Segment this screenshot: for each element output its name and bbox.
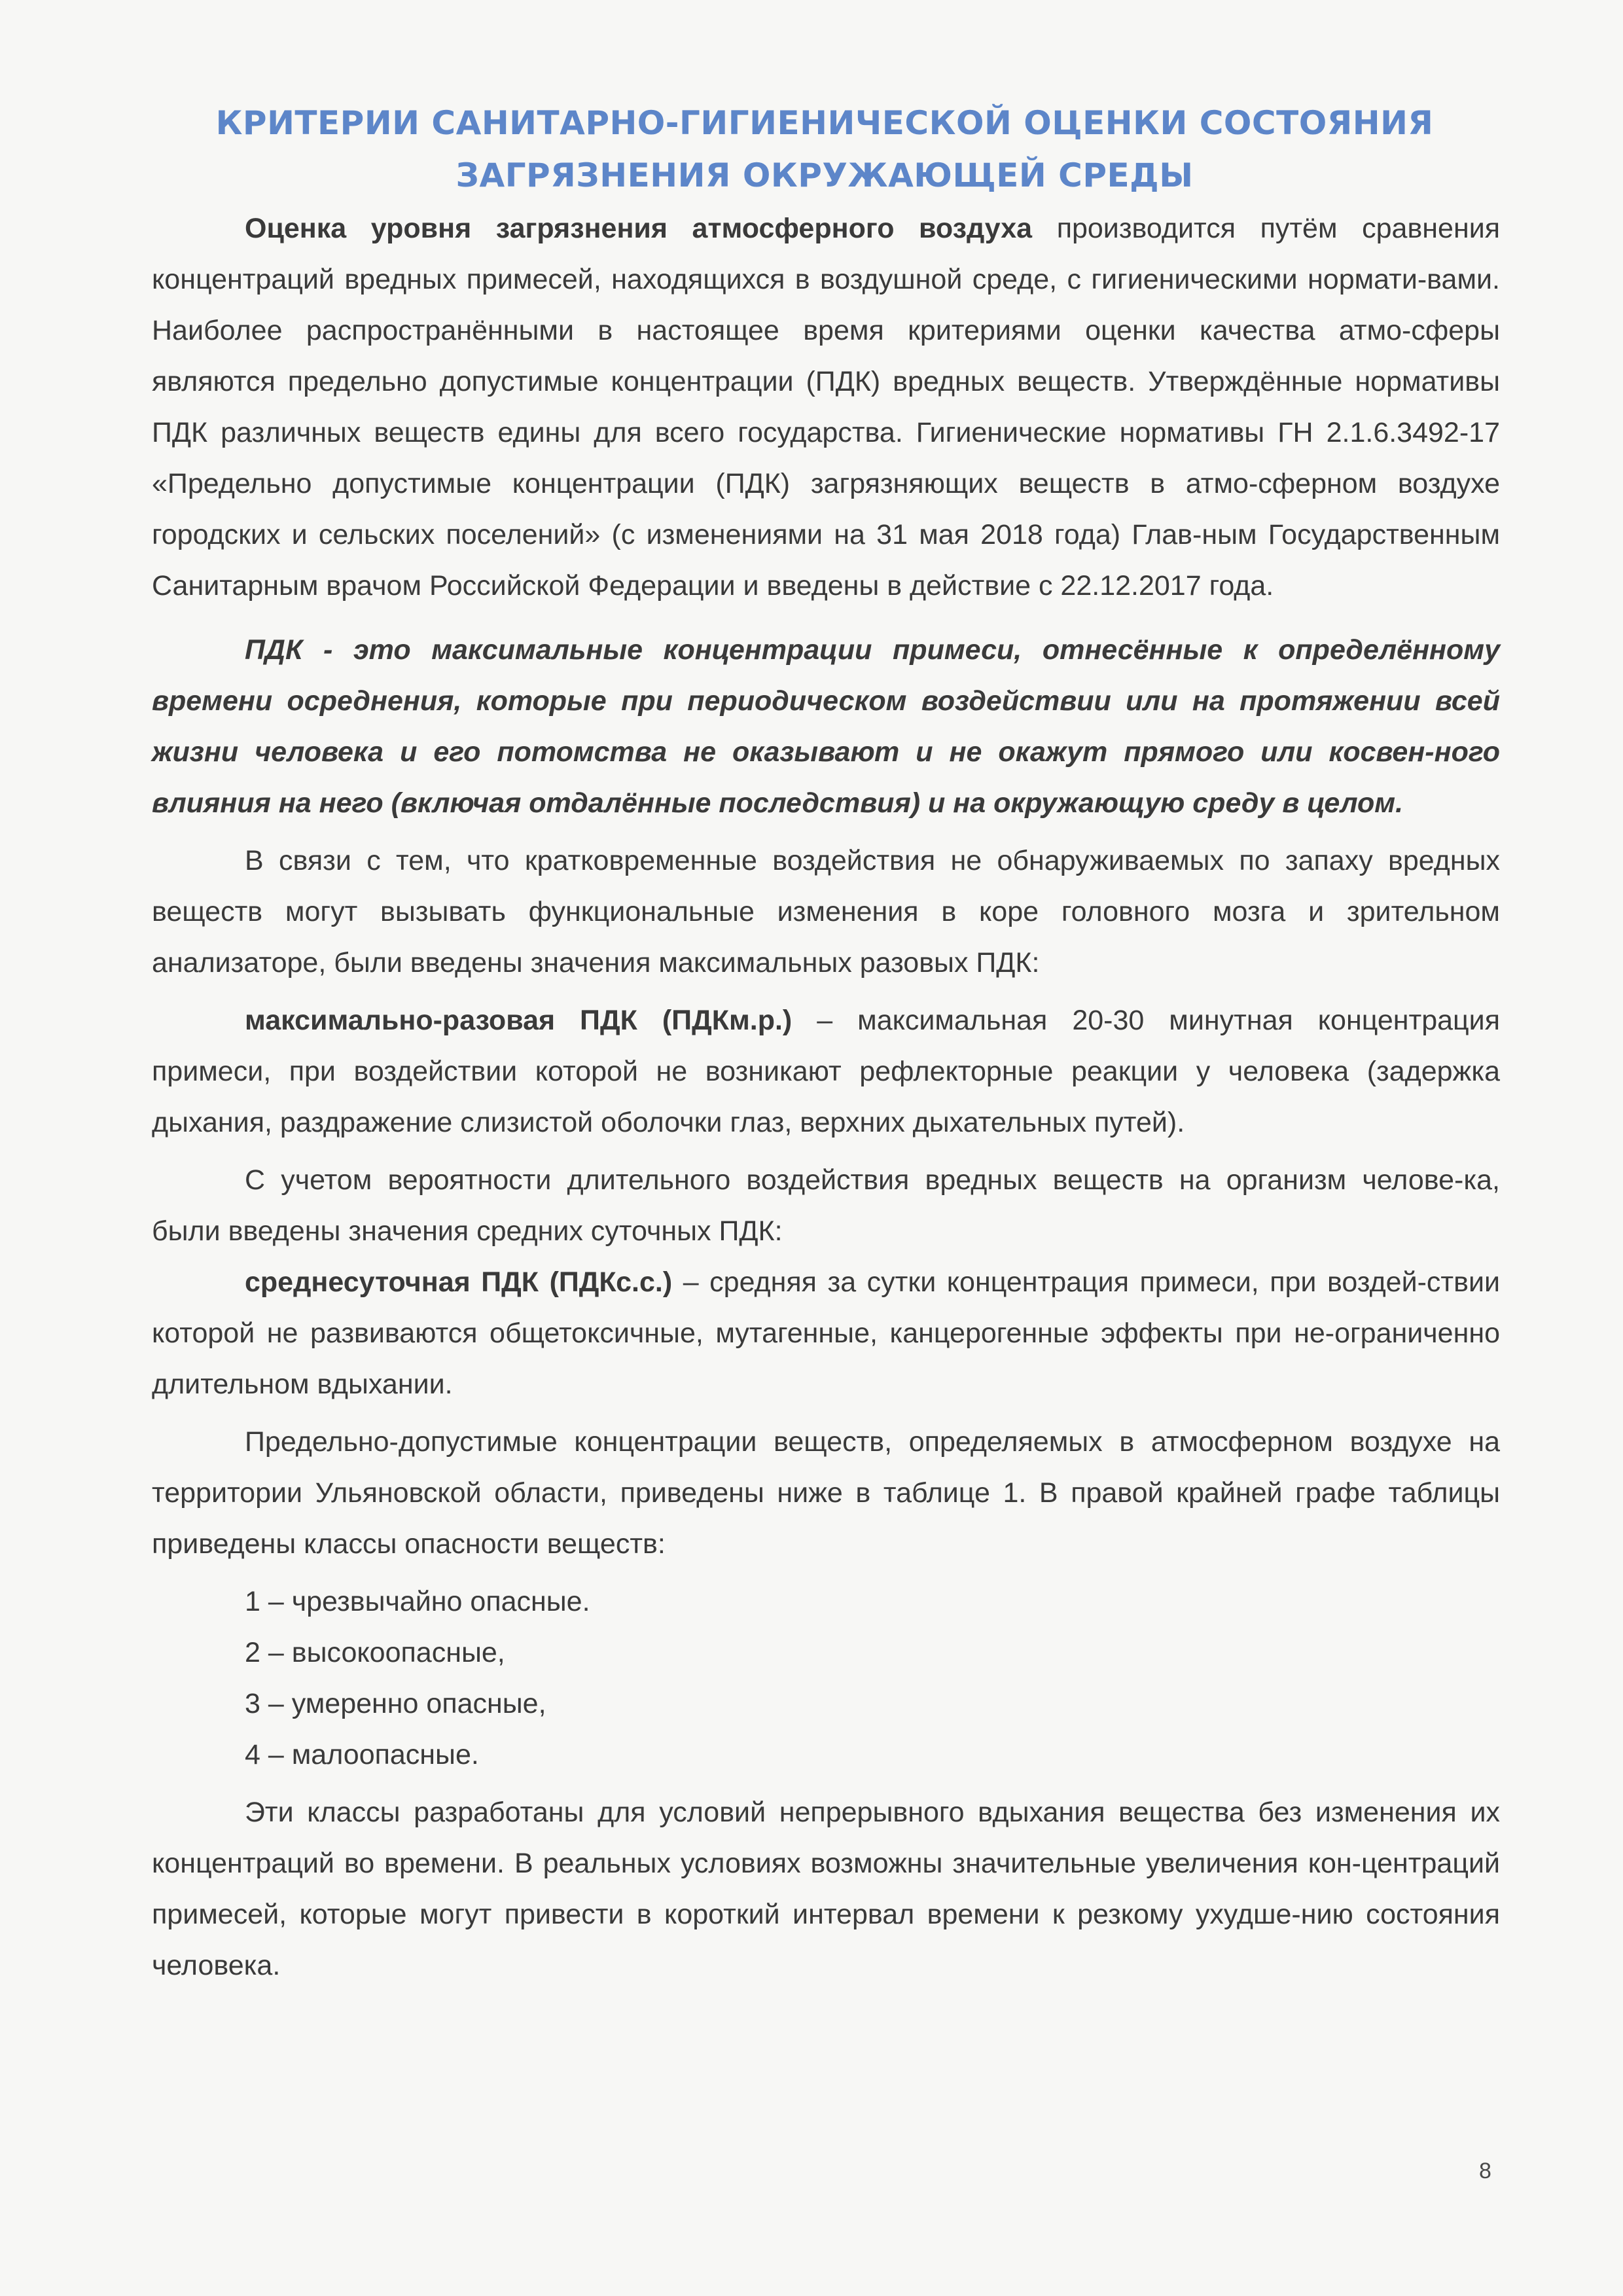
list-item: 2 – высокоопасные, [245,1637,505,1668]
paragraph-lead: Оценка уровня загрязнения атмосферного воздуха [245,213,1033,244]
paragraph-air-assessment [152,203,1500,611]
title-line-2: ЗАГРЯЗНЕНИЯ ОКРУЖАЮЩЕЙ СРЕДЫ [455,156,1194,194]
title-line-1: КРИТЕРИИ САНИТАРНО-ГИГИЕНИЧЕСКОЙ ОЦЕНКИ СОСТОЯНИЯ [215,104,1434,142]
page-number: 8 [1479,2159,1491,2183]
list-item: 1 – чрезвычайно опасные. [245,1586,590,1617]
paragraph-text: – максимальная 20-30 минутная концентрация примеси, при воздействии которой не возникают рефлекторные реакции у человека (задержка дыхания, раздражение слизистой оболочки глаз, верхних дыхательных путей). [152,1005,1500,1138]
paragraph-long-term: С учетом вероятности длительного воздействия вредных веществ на организм челове-ка, были введены значения средних суточных ПДК: [152,1164,1500,1247]
hazard-class-list [152,1576,1500,1780]
pdk-definition: ПДК - это максимальные концентрации примеси, отнесённые к определённому времени осреднения, которые при периодическом воздействии или на протяжении всей жизни человека и его потомства не оказывают и не окажут прямого или косвен-ного влияния на него (включая отдалённые последствия) и на окружающую среду в целом. [152,634,1500,819]
term-daily-pdk: среднесуточная ПДК (ПДКс.с.) [245,1266,673,1298]
body-text [152,203,1500,1991]
paragraph-classes-note: Эти классы разработаны для условий непрерывного вдыхания вещества без изменения их концентраций во времени. В реальных условиях возможны значительные увеличения кон-центраций примесей, которые могут привести в короткий интервал времени к резкому ухудше-нию состояния человека. [152,1797,1500,1981]
list-item: 3 – умеренно опасные, [245,1688,546,1719]
paragraph-max-single-pdk [152,995,1500,1148]
paragraph-daily-pdk [152,1257,1500,1410]
list-item: 4 – малоопасные. [245,1739,479,1770]
paragraph-ulyanovsk: Предельно-допустимые концентрации веществ, определяемых в атмосферном воздухе на территории Ульяновской области, приведены ниже в таблице 1. В правой крайней графе таблицы приведены классы опасности веществ: [152,1426,1500,1560]
paragraph-text: производится путём сравнения концентраций вредных примесей, находящихся в воздушной среде, с гигиеническими нормати-вами. Наиболее распространёнными в настоящее время критериями оценки качества атмо-сферы являются предельно допустимые концентрации (ПДК) вредных веществ. Утверждённые нормативы ПДК различных веществ едины для всего государства. Гигиенические нормативы ГН 2.1.6.3492-17 «Предельно допустимые концентрации (ПДК) загрязняющих веществ в атмо-сферном воздухе городских и сельских поселений» (с изменениями на 31 мая 2018 года) Глав-ным Государственным Санитарным врачом Российской Федерации и введены в действие с 22.12.2017 года. [152,213,1501,601]
paragraph-text: – средняя за сутки концентрация примеси, при воздей-ствии которой не развиваются общетоксичные, мутагенные, канцерогенные эффекты при не-ограниченно длительном вдыхании. [152,1266,1500,1400]
page-title [151,97,1499,202]
term-max-single-pdk: максимально-разовая ПДК (ПДКм.р.) [245,1005,793,1036]
paragraph-short-term: В связи с тем, что кратковременные воздействия не обнаруживаемых по запаху вредных веществ могут вызывать функциональные изменения в коре головного мозга и зрительном анализаторе, были введены значения максимальных разовых ПДК: [152,845,1500,978]
